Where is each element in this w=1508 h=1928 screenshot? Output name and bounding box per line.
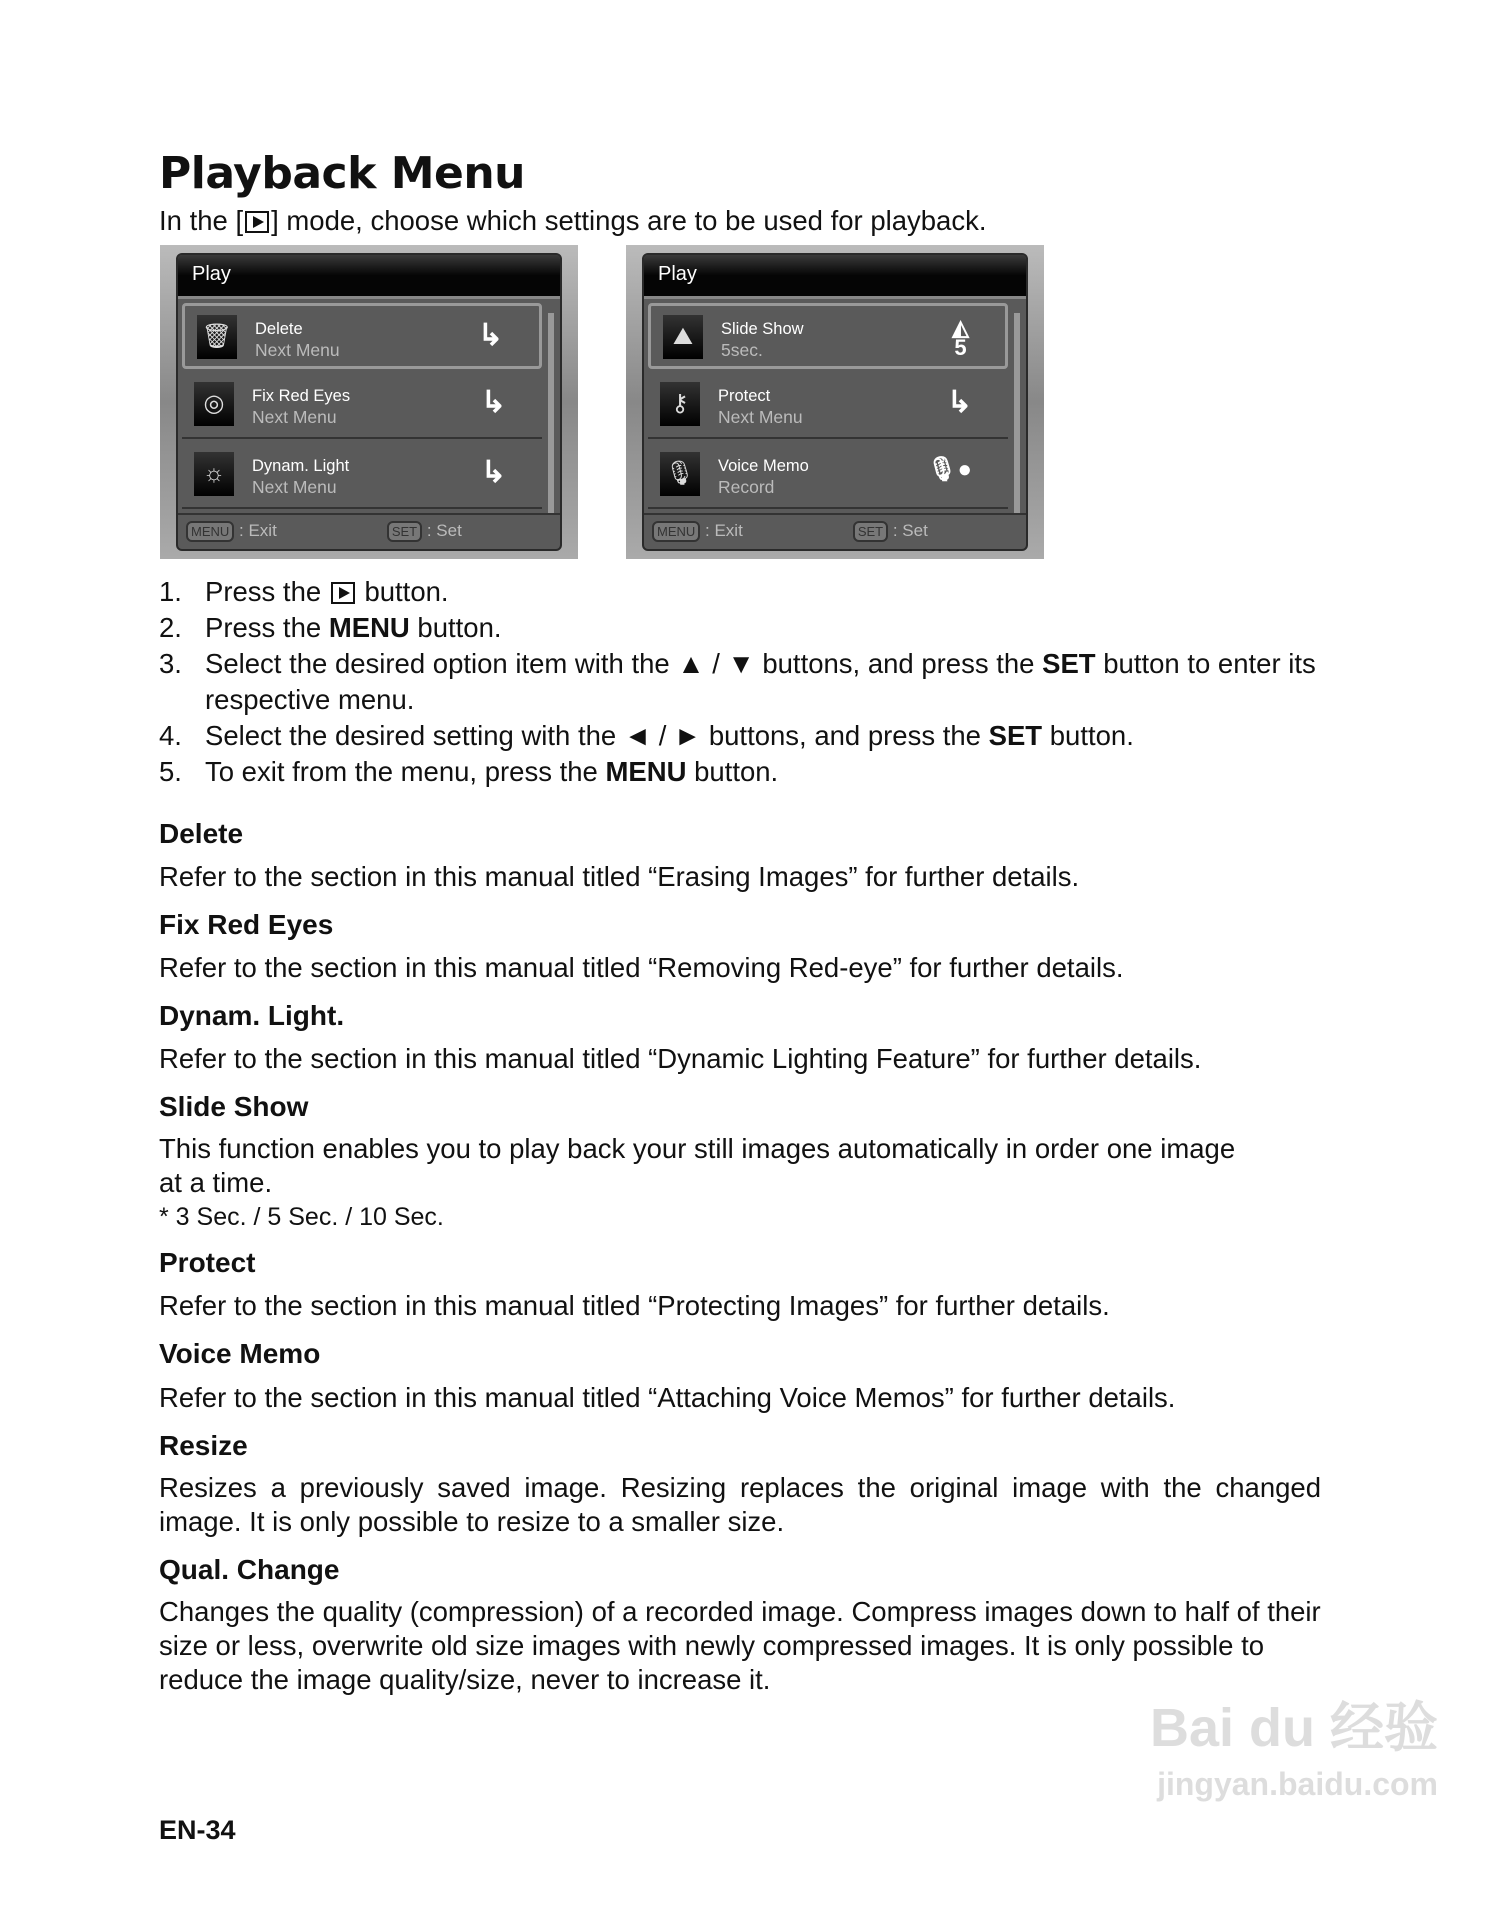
item-value: Next Menu	[252, 477, 337, 497]
screen-footer	[644, 513, 1026, 549]
step	[159, 646, 1321, 718]
page-number: EN-34	[159, 1815, 236, 1845]
trash-icon: 🗑	[197, 315, 237, 359]
exit-label: : Exit	[705, 521, 743, 540]
set-label: : Set	[892, 521, 928, 540]
red-eye-icon: ◎	[194, 382, 234, 426]
section-body: Refer to the section in this manual titled “Protecting Images” for further details.	[159, 1290, 1110, 1321]
step-number: 1.	[159, 576, 182, 607]
section-heading: Delete	[159, 818, 244, 849]
step-text: button.	[356, 576, 449, 607]
section-body: Refer to the section in this manual titled “Removing Red-eye” for further details.	[159, 952, 1124, 983]
slideshow-icon: ⛰	[663, 315, 703, 359]
playback-icon	[331, 582, 355, 604]
item-value: Next Menu	[718, 407, 803, 427]
intro-before: In the [	[159, 205, 244, 236]
step-text: button.	[409, 612, 502, 643]
step-text: button.	[686, 756, 779, 787]
steps-list	[159, 574, 1321, 790]
intro-after: ] mode, choose which settings are to be used for playback.	[271, 205, 987, 236]
scrollbar[interactable]	[548, 313, 554, 513]
mic-record-icon: 🎙●	[927, 456, 972, 483]
step-text: To exit from the menu, press the	[205, 756, 606, 787]
dynamic-light-icon: ☼	[194, 452, 234, 496]
step-text: Press the	[205, 612, 329, 643]
page-title: Playback Menu	[159, 148, 525, 199]
section-body: Resizes a previously saved image. Resizing replaces the original image with the changed image. It is only possible to resize to a smaller size.	[159, 1472, 1321, 1537]
step-number: 3.	[159, 648, 182, 679]
screen-header: Play	[178, 255, 560, 299]
item-value: 5sec.	[721, 340, 763, 360]
step-text: button.	[1042, 720, 1134, 751]
screen-header: Play	[644, 255, 1026, 299]
watermark-url: jingyan.baidu.com	[1157, 1766, 1438, 1802]
section-body: Refer to the section in this manual titled “Erasing Images” for further details.	[159, 861, 1080, 892]
section-body: Refer to the section in this manual titled “Attaching Voice Memos” for further details.	[159, 1382, 1176, 1413]
step-text: Press the	[205, 576, 329, 607]
section-note: * 3 Sec. / 5 Sec. / 10 Sec.	[159, 1203, 444, 1231]
step-key: SET	[988, 720, 1043, 751]
item-label: Protect	[718, 387, 771, 405]
screen-footer	[178, 513, 560, 549]
item-value: Record	[718, 477, 775, 497]
section-heading: Voice Memo	[159, 1338, 321, 1369]
step-number: 4.	[159, 720, 182, 751]
menu-item-slide-show[interactable]	[648, 303, 1008, 369]
section-heading: Dynam. Light.	[159, 1000, 345, 1031]
intro-text	[159, 204, 1321, 238]
slideshow-5s-icon: ◭ 5	[952, 315, 969, 360]
menu-item-dynam-light[interactable]	[182, 443, 542, 509]
section-body: This function enables you to play back your still images automatically in order one image at a time.	[159, 1133, 1236, 1198]
section-heading: Fix Red Eyes	[159, 909, 334, 940]
step	[159, 754, 1321, 790]
step-key: MENU	[328, 612, 410, 643]
step-key: MENU	[605, 756, 687, 787]
set-key: SET	[387, 521, 422, 542]
step-number: 5.	[159, 756, 182, 787]
section-heading: Slide Show	[159, 1091, 309, 1122]
item-value: Next Menu	[252, 407, 337, 427]
item-value: Next Menu	[255, 340, 340, 360]
key-icon: ⚷	[660, 382, 700, 426]
menu-key: MENU	[652, 521, 700, 542]
arrow-enter-icon: ↳	[480, 456, 506, 489]
step-number: 2.	[159, 612, 182, 643]
item-label: Slide Show	[721, 320, 804, 338]
playback-icon	[245, 211, 269, 233]
step	[159, 610, 1321, 646]
step	[159, 718, 1321, 754]
step-key: SET	[1042, 648, 1096, 679]
step-text: Select the desired option item with the ▲ / ▼ buttons, and press the	[205, 648, 1043, 679]
menu-item-protect[interactable]	[648, 373, 1008, 439]
menu-item-voice-memo[interactable]	[648, 443, 1008, 509]
baidu-watermark	[1150, 1700, 1438, 1812]
step-text: Select the desired setting with the ◄ / ► buttons, and press the	[205, 720, 989, 751]
arrow-enter-icon: ↳	[477, 319, 503, 352]
set-key: SET	[853, 521, 888, 542]
arrow-enter-icon: ↳	[946, 386, 972, 419]
section-heading: Qual. Change	[159, 1554, 340, 1585]
scrollbar[interactable]	[1014, 313, 1020, 513]
arrow-enter-icon: ↳	[480, 386, 506, 419]
section-body: Changes the quality (compression) of a recorded image. Compress images down to half of their size or less, overwrite old size images with newly compressed images. It is only possible to reduce the image quality/size, never to increase it.	[159, 1596, 1321, 1695]
item-label: Fix Red Eyes	[252, 387, 351, 405]
watermark-brand: Bai du 经验	[1149, 1698, 1438, 1758]
menu-item-delete[interactable]	[182, 303, 542, 369]
step	[159, 574, 1321, 610]
item-label: Dynam. Light	[252, 457, 350, 475]
section-heading: Protect	[159, 1247, 256, 1278]
menu-key: MENU	[186, 521, 234, 542]
exit-label: : Exit	[239, 521, 277, 540]
section-heading: Resize	[159, 1430, 248, 1461]
item-label: Delete	[255, 320, 303, 338]
item-label: Voice Memo	[718, 457, 809, 475]
microphone-icon: 🎙	[660, 452, 700, 496]
screen-playback-menu-1	[160, 245, 578, 559]
step-text: button to enter its respective menu.	[205, 648, 1316, 715]
section-body: Refer to the section in this manual titled “Dynamic Lighting Feature” for further details.	[159, 1043, 1202, 1074]
screen-playback-menu-2	[626, 245, 1044, 559]
menu-item-fix-red-eyes[interactable]	[182, 373, 542, 439]
set-label: : Set	[426, 521, 462, 540]
